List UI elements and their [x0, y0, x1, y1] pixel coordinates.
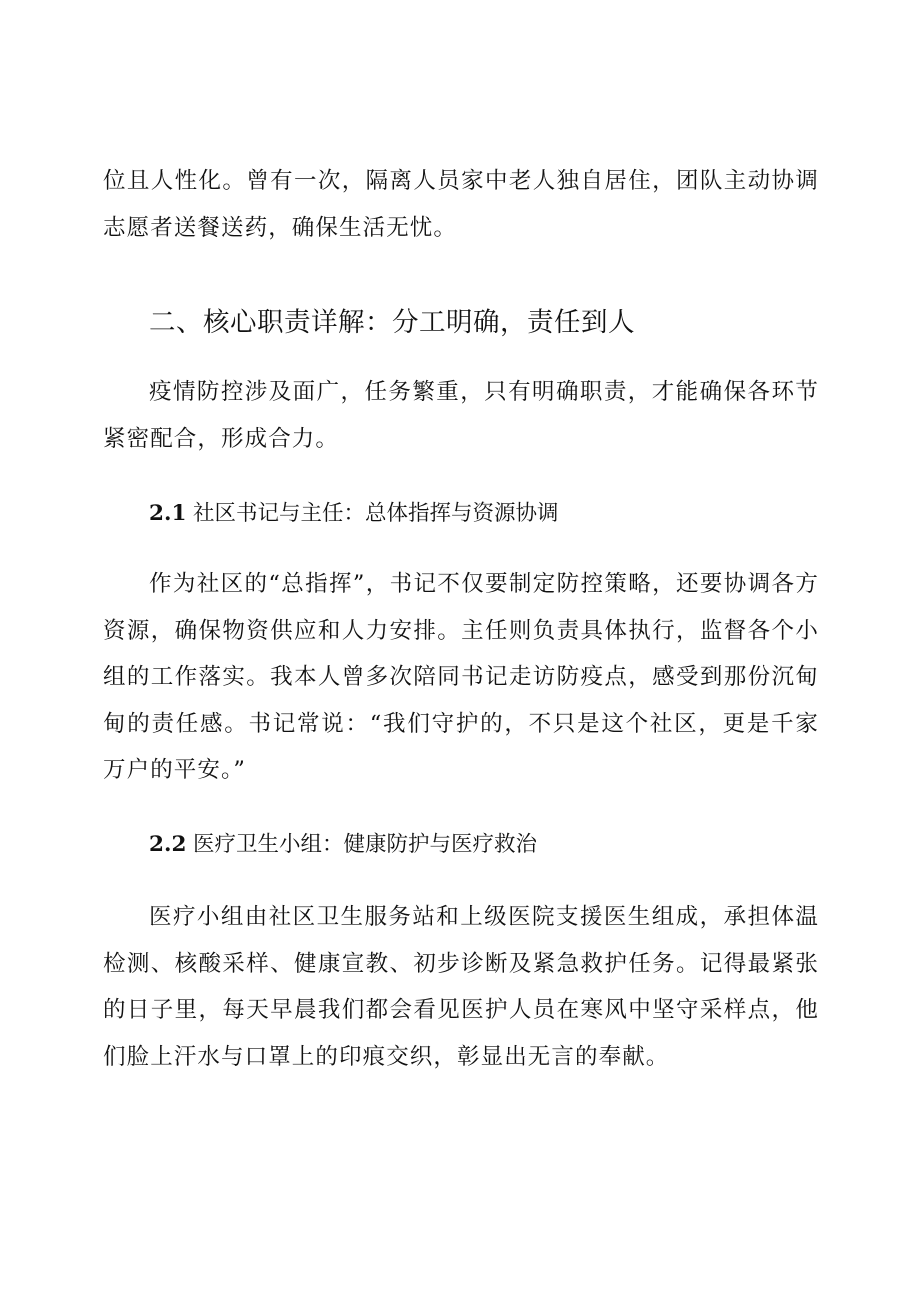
paragraph-continuation: 位且人性化。曾有一次，隔离人员家中老人独自居住，团队主动协调志愿者送餐送药，确保生活无忧。	[103, 168, 819, 241]
subsection-title: 医疗卫生小组：健康防护与医疗救治	[193, 832, 538, 857]
subsection-number: 2.2	[149, 832, 187, 857]
subsection-heading-2-1	[149, 499, 819, 529]
subsection-heading-2-2	[149, 830, 819, 860]
medical-team-paragraph: 医疗小组由社区卫生服务站和上级医院支援医生组成，承担体温检测、核酸采样、健康宣教、初步诊断及紧急救护任务。记得最紧张的日子里，每天早晨我们都会看见医护人员在寒风中坚守采样点，他们脸上汗水与口罩上的印痕交织，彰显出无言的奉献。	[103, 904, 819, 1070]
subsection-title: 社区书记与主任：总体指挥与资源协调	[193, 501, 559, 526]
section-intro-paragraph: 疫情防控涉及面广，任务繁重，只有明确职责，才能确保各环节紧密配合，形成合力。	[103, 379, 819, 452]
secretary-duties-paragraph: 作为社区的“总指挥”，书记不仅要制定防控策略，还要协调各方资源，确保物资供应和人力安排。主任则负责具体执行，监督各个小组的工作落实。我本人曾多次陪同书记走访防疫点，感受到那份沉甸甸的责任感。书记常说：“我们守护的，不只是这个社区，更是千家万户的平安。”	[103, 571, 819, 783]
section-heading: 二、核心职责详解：分工明确，责任到人	[149, 307, 635, 338]
subsection-number: 2.1	[149, 501, 187, 526]
